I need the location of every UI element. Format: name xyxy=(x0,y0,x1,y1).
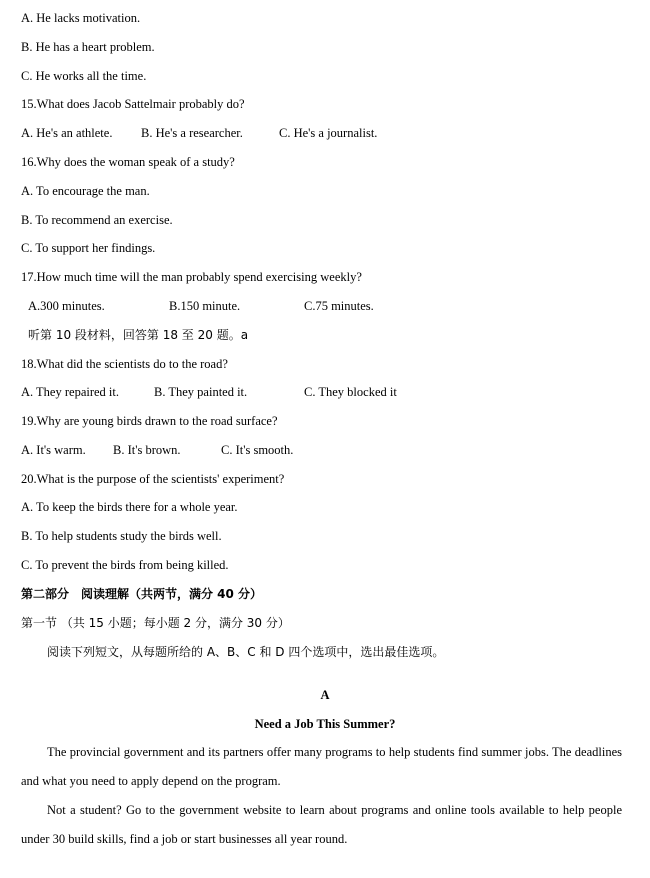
q16-option-a: A. To encourage the man. xyxy=(21,184,150,198)
passage-label: A xyxy=(320,688,330,702)
q18-option-b: B. They painted it. xyxy=(154,385,248,399)
q17-option-b: B.150 minute. xyxy=(169,299,241,313)
q19-option-a: A. It's warm. xyxy=(21,443,86,457)
q15-option-c: C. He's a journalist. xyxy=(279,126,378,140)
q17-stem: 17.How much time will the man probably spend exercising weekly? xyxy=(21,270,362,284)
q15-option-a: A. He's an athlete. xyxy=(21,126,113,140)
q14-option-b: B. He has a heart problem. xyxy=(21,40,155,54)
passage-paragraph-2: Not a student? Go to the government website to learn about programs and online tools available to help people under 30 build skills, find a job or start businesses all year round. xyxy=(21,803,622,846)
q20-option-b: B. To help students study the birds well. xyxy=(21,529,222,543)
material-10-instruction: 听第 10 段材料，回答第 18 至 20 题。a xyxy=(28,328,249,342)
q14-option-c: C. He works all the time. xyxy=(21,69,147,83)
reading-instruction: 阅读下列短文，从每题所给的 A、B、C 和 D 四个选项中，选出最佳选项。 xyxy=(47,645,445,659)
q17-option-a: A.300 minutes. xyxy=(28,299,105,313)
q20-option-c: C. To prevent the birds from being killed. xyxy=(21,558,229,572)
q18-stem: 18.What did the scientists do to the road? xyxy=(21,357,228,371)
q16-option-b: B. To recommend an exercise. xyxy=(21,213,173,227)
part2-heading: 第二部分 阅读理解（共两节，满分 40 分） xyxy=(21,587,263,601)
q16-stem: 16.Why does the woman speak of a study? xyxy=(21,155,235,169)
q16-option-c: C. To support her findings. xyxy=(21,241,156,255)
q20-stem: 20.What is the purpose of the scientists' experiment? xyxy=(21,472,285,486)
q15-stem: 15.What does Jacob Sattelmair probably do? xyxy=(21,97,245,111)
q19-stem: 19.Why are young birds drawn to the road surface? xyxy=(21,414,278,428)
q19-option-b: B. It's brown. xyxy=(113,443,181,457)
section1-heading: 第一节 （共 15 小题；每小题 2 分，满分 30 分） xyxy=(21,616,290,630)
passage-title: Need a Job This Summer? xyxy=(254,717,396,731)
q14-option-a: A. He lacks motivation. xyxy=(21,11,141,25)
q18-option-c: C. They blocked it xyxy=(304,385,397,399)
passage-paragraph-1: The provincial government and its partners offer many programs to help students find summer jobs. The deadlines and what you need to apply depend on the program. xyxy=(21,745,622,788)
q19-option-c: C. It's smooth. xyxy=(221,443,294,457)
q17-option-c: C.75 minutes. xyxy=(304,299,374,313)
q15-option-b: B. He's a researcher. xyxy=(141,126,243,140)
q18-option-a: A. They repaired it. xyxy=(21,385,119,399)
q20-option-a: A. To keep the birds there for a whole year. xyxy=(21,500,238,514)
